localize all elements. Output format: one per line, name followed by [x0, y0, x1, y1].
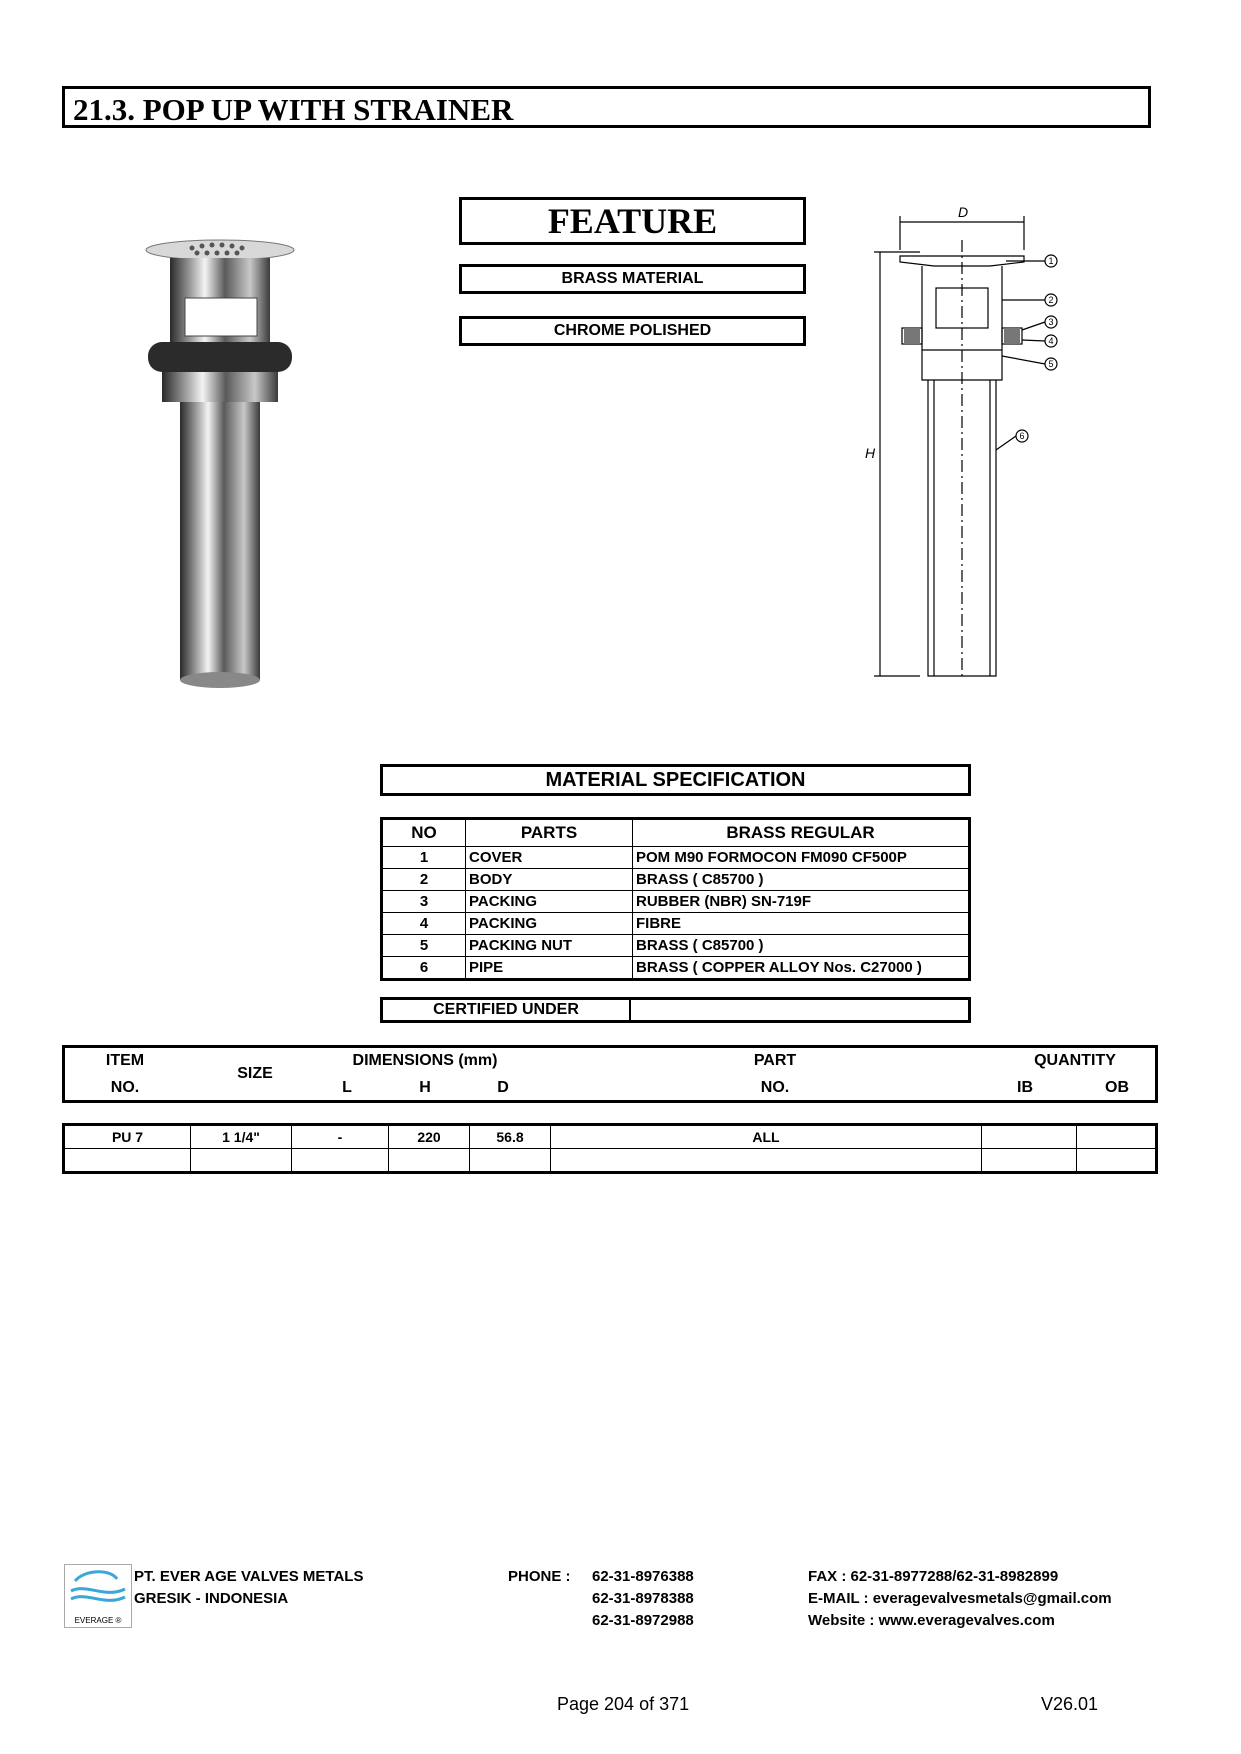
col-no: NO: [382, 819, 466, 847]
cell: COVER: [466, 847, 633, 869]
feature-heading: FEATURE: [459, 197, 806, 245]
dim-d-col-label: D: [497, 1079, 509, 1096]
phone-1: 62-31-8976388: [592, 1568, 694, 1585]
dimensions-label: DIMENSIONS (mm): [352, 1052, 498, 1069]
quantity-label: QUANTITY: [1034, 1052, 1116, 1069]
cell: RUBBER (NBR) SN-719F: [633, 891, 970, 913]
callout-2: 2: [1048, 295, 1054, 305]
page-title: 21.3. POP UP WITH STRAINER: [73, 92, 514, 127]
table-row: [382, 847, 970, 869]
fax: FAX : 62-31-8977288/62-31-8982899: [808, 1568, 1059, 1585]
col-brass-regular: BRASS REGULAR: [633, 819, 970, 847]
cell: BRASS ( COPPER ALLOY Nos. C27000 ): [633, 957, 970, 980]
phone-3: 62-31-8972988: [592, 1612, 694, 1629]
cell: 6: [382, 957, 466, 980]
cell: POM M90 FORMOCON FM090 CF500P: [633, 847, 970, 869]
cell: -: [292, 1125, 389, 1149]
table-row: [382, 913, 970, 935]
col-parts: PARTS: [466, 819, 633, 847]
website: Website : www.everagevalves.com: [808, 1612, 1055, 1629]
cell: [470, 1149, 551, 1173]
ob-label: OB: [1105, 1079, 1129, 1096]
certified-under-label: CERTIFIED UNDER: [383, 1000, 631, 1020]
table-row: [382, 891, 970, 913]
cell: [551, 1149, 982, 1173]
cell: 1: [382, 847, 466, 869]
cell: [982, 1125, 1077, 1149]
cell: PACKING: [466, 891, 633, 913]
part-label: PART: [753, 1052, 797, 1069]
cell: 5: [382, 935, 466, 957]
cell: PACKING: [466, 913, 633, 935]
callout-3: 3: [1048, 317, 1054, 327]
cell: PU 7: [64, 1125, 191, 1149]
part-no-label: NO.: [760, 1079, 790, 1096]
page-number: Page 204 of 371: [557, 1694, 690, 1714]
table-row: [382, 869, 970, 891]
cell: 4: [382, 913, 466, 935]
dimensions-table: [62, 1123, 1158, 1174]
cell: BODY: [466, 869, 633, 891]
spec-header-row: [382, 819, 970, 847]
email: E-MAIL : everagevalvesmetals@gmail.com: [808, 1590, 1112, 1607]
cell: BRASS ( C85700 ): [633, 935, 970, 957]
cell: 2: [382, 869, 466, 891]
certified-under-box: [380, 997, 971, 1023]
table-row: [382, 957, 970, 980]
feature-item: CHROME POLISHED: [459, 316, 806, 346]
cell: 1 1/4": [191, 1125, 292, 1149]
callout-5: 5: [1048, 359, 1054, 369]
cell: [1077, 1125, 1157, 1149]
cell: [389, 1149, 470, 1173]
cell: FIBRE: [633, 913, 970, 935]
title-box: [62, 86, 1151, 128]
cell: 3: [382, 891, 466, 913]
cell: ALL: [551, 1125, 982, 1149]
cell: [191, 1149, 292, 1173]
spec-heading: MATERIAL SPECIFICATION: [380, 764, 971, 796]
spec-table: [380, 817, 971, 981]
cell: [292, 1149, 389, 1173]
wave-logo-icon: [65, 1565, 131, 1611]
ib-label: IB: [1017, 1079, 1033, 1096]
callout-1: 1: [1048, 256, 1054, 266]
cell: BRASS ( C85700 ): [633, 869, 970, 891]
dim-l-label: L: [342, 1079, 352, 1096]
dim-h-label: H: [865, 445, 876, 461]
product-photo: [140, 238, 300, 698]
company-name: PT. EVER AGE VALVES METALS: [134, 1568, 364, 1585]
item-no-label: NO.: [110, 1079, 140, 1096]
cell: PACKING NUT: [466, 935, 633, 957]
dim-d-label: D: [958, 204, 969, 220]
callout-6: 6: [1019, 431, 1025, 441]
cell: 56.8: [470, 1125, 551, 1149]
cell: [64, 1149, 191, 1173]
dimensions-header: [62, 1045, 1158, 1103]
table-row: [382, 935, 970, 957]
dim-h-col-label: H: [419, 1079, 431, 1096]
cell: [982, 1149, 1077, 1173]
cell: 220: [389, 1125, 470, 1149]
item-label: ITEM: [105, 1052, 145, 1069]
table-row: [64, 1149, 1157, 1173]
technical-drawing: [860, 200, 1070, 690]
cell: [1077, 1149, 1157, 1173]
cell: PIPE: [466, 957, 633, 980]
table-row: [64, 1125, 1157, 1149]
version: V26.01: [1041, 1694, 1099, 1714]
size-label: SIZE: [237, 1065, 273, 1082]
feature-item: BRASS MATERIAL: [459, 264, 806, 294]
phone-2: 62-31-8978388: [592, 1590, 694, 1607]
company-logo: [64, 1564, 132, 1628]
company-location: GRESIK - INDONESIA: [134, 1590, 289, 1607]
logo-text: EVERAGE ®: [74, 1616, 122, 1625]
callout-4: 4: [1048, 336, 1054, 346]
phone-label: PHONE :: [508, 1568, 571, 1585]
